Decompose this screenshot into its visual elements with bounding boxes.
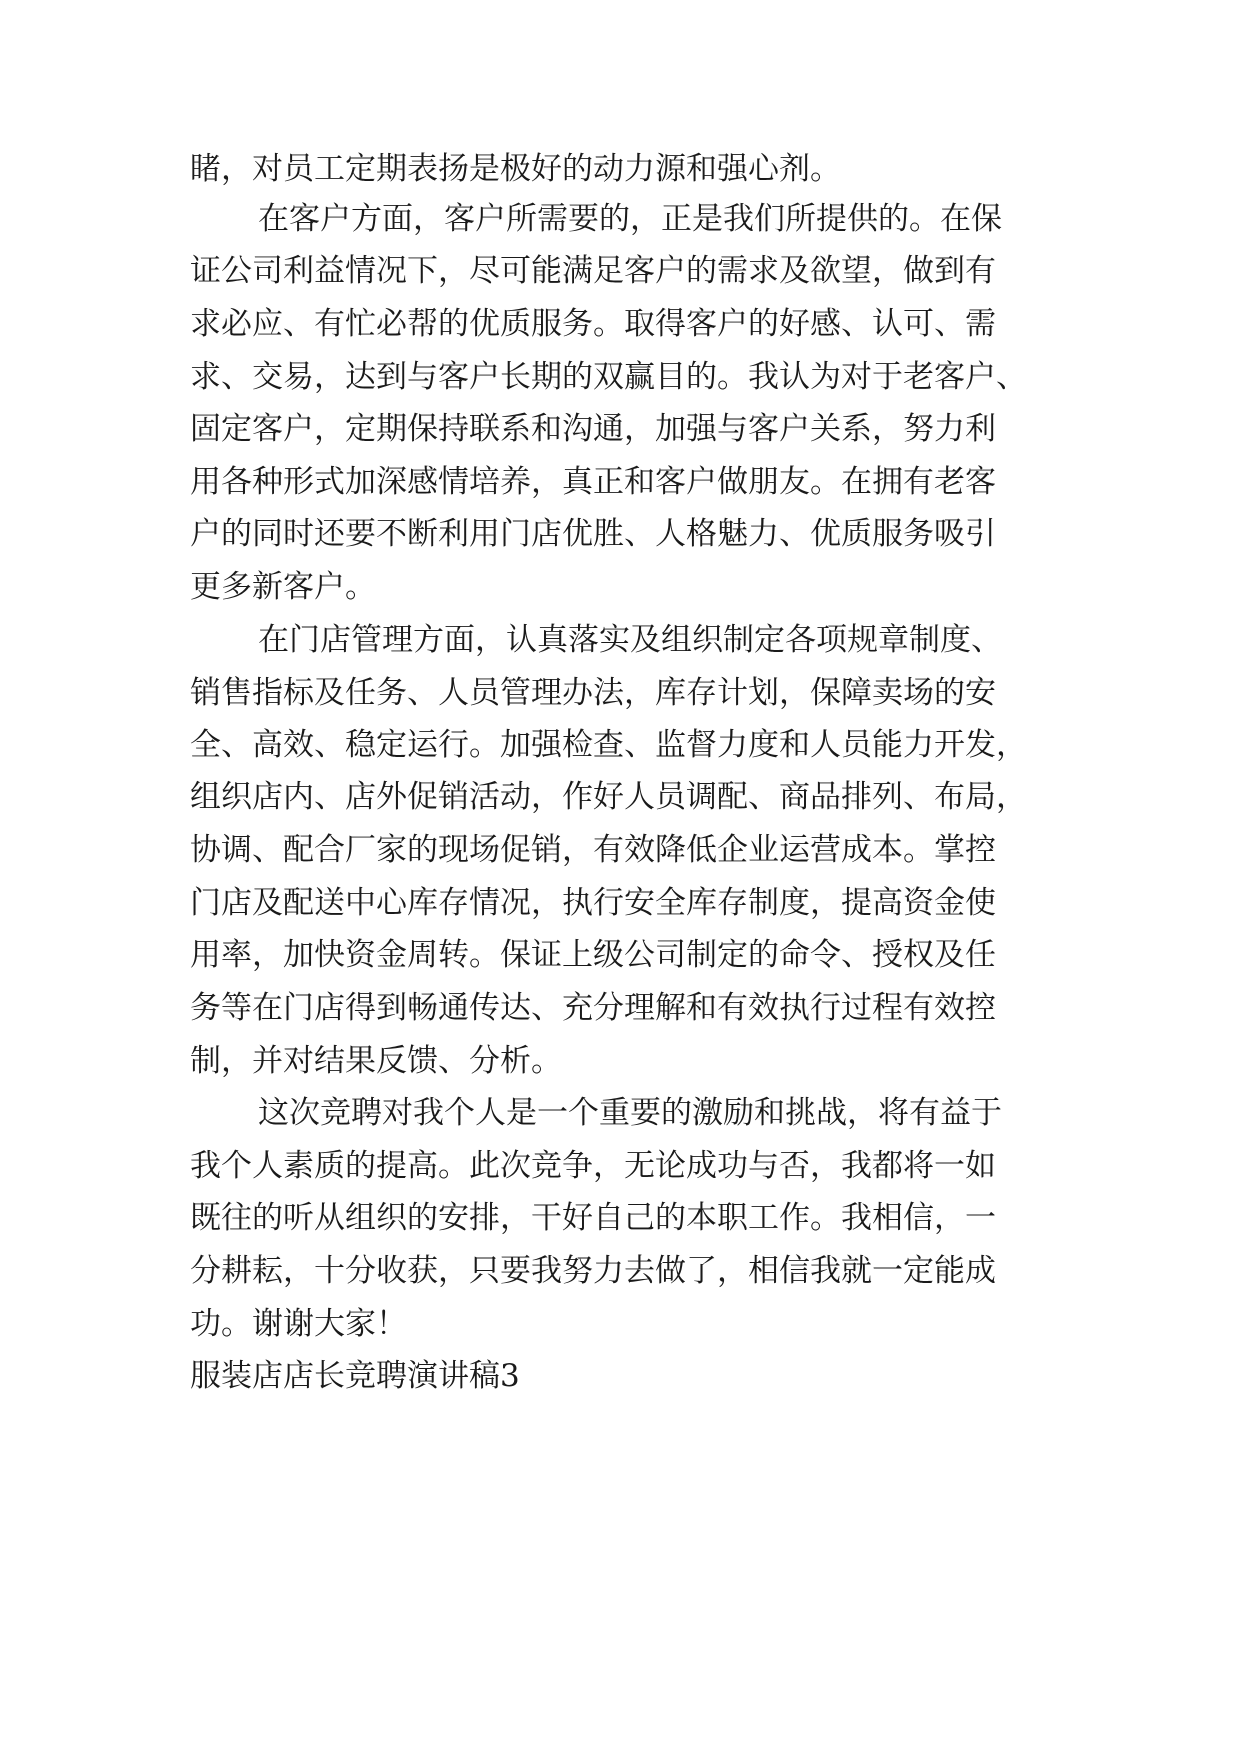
paragraph-line: 更多新客户。 xyxy=(190,569,376,605)
paragraph-line: 在门店管理方面，认真落实及组织制定各项规章制度、 xyxy=(258,622,1002,658)
paragraph-line: 求必应、有忙必帮的优质服务。取得客户的好感、认可、需 xyxy=(190,306,996,342)
paragraph-line: 组织店内、店外促销活动，作好人员调配、商品排列、布局， xyxy=(190,779,1027,815)
paragraph-line: 制，并对结果反馈、分析。 xyxy=(190,1043,562,1079)
paragraph-line: 用各种形式加深感情培养，真正和客户做朋友。在拥有老客 xyxy=(190,464,996,500)
paragraph-line: 户的同时还要不断利用门店优胜、人格魅力、优质服务吸引 xyxy=(190,516,996,552)
paragraph-line: 分耕耘，十分收获，只要我努力去做了，相信我就一定能成 xyxy=(190,1253,996,1289)
paragraph-line: 功。谢谢大家！ xyxy=(190,1306,407,1342)
paragraph-line: 睹，对员工定期表扬是极好的动力源和强心剂。 xyxy=(190,151,841,187)
paragraph-line: 销售指标及任务、人员管理办法，库存计划，保障卖场的安 xyxy=(190,675,996,711)
paragraph-line: 证公司利益情况下，尽可能满足客户的需求及欲望，做到有 xyxy=(190,253,996,289)
paragraph-line: 这次竞聘对我个人是一个重要的激励和挑战，将有益于 xyxy=(258,1095,1002,1131)
paragraph-line: 务等在门店得到畅通传达、充分理解和有效执行过程有效控 xyxy=(190,990,996,1026)
paragraph-line: 求、交易，达到与客户长期的双赢目的。我认为对于老客户、 xyxy=(190,359,1027,395)
paragraph-line: 既往的听从组织的安排，干好自己的本职工作。我相信，一 xyxy=(190,1200,996,1236)
paragraph-line: 在客户方面，客户所需要的，正是我们所提供的。在保 xyxy=(258,201,1002,237)
paragraph-line: 我个人素质的提高。此次竞争，无论成功与否，我都将一如 xyxy=(190,1148,996,1184)
paragraph-line: 门店及配送中心库存情况，执行安全库存制度，提高资金使 xyxy=(190,885,996,921)
paragraph-line: 固定客户，定期保持联系和沟通，加强与客户关系，努力利 xyxy=(190,411,996,447)
paragraph-line: 协调、配合厂家的现场促销，有效降低企业运营成本。掌控 xyxy=(190,832,996,868)
section-title: 服装店店长竞聘演讲稿3 xyxy=(190,1358,520,1394)
paragraph-line: 全、高效、稳定运行。加强检查、监督力度和人员能力开发， xyxy=(190,727,1027,763)
paragraph-line: 用率，加快资金周转。保证上级公司制定的命令、授权及任 xyxy=(190,937,996,973)
